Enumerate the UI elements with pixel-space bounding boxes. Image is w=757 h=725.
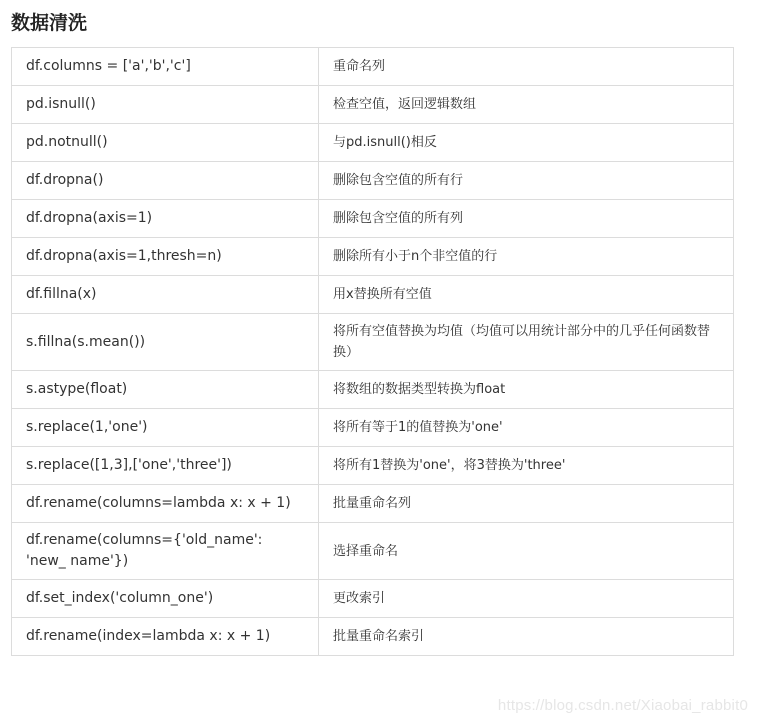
description-cell: 将所有等于1的值替换为'one' (319, 409, 734, 447)
code-cell: df.set_index('column_one') (12, 580, 319, 618)
code-cell: s.astype(float) (12, 371, 319, 409)
table-row (12, 409, 734, 447)
description-cell: 重命名列 (319, 48, 734, 86)
code-cell: df.dropna() (12, 162, 319, 200)
table-row (12, 371, 734, 409)
code-cell: df.rename(index=lambda x: x + 1) (12, 618, 319, 656)
table-row (12, 238, 734, 276)
watermark: https://blog.csdn.net/Xiaobai_rabbit0 (497, 697, 748, 714)
table-row (12, 162, 734, 200)
table-row (12, 314, 734, 371)
code-cell: df.dropna(axis=1,thresh=n) (12, 238, 319, 276)
description-cell: 将所有空值替换为均值（均值可以用统计部分中的几乎任何函数替换） (319, 314, 734, 371)
description-cell: 将所有1替换为'one'，将3替换为'three' (319, 447, 734, 485)
table-row (12, 447, 734, 485)
description-cell: 用x替换所有空值 (319, 276, 734, 314)
table-row (12, 200, 734, 238)
code-cell: df.columns = ['a','b','c'] (12, 48, 319, 86)
code-cell: df.rename(columns=lambda x: x + 1) (12, 485, 319, 523)
description-cell: 批量重命名索引 (319, 618, 734, 656)
description-cell: 删除包含空值的所有行 (319, 162, 734, 200)
description-cell: 选择重命名 (319, 523, 734, 580)
code-cell: pd.notnull() (12, 124, 319, 162)
code-cell: df.rename(columns={'old_name': 'new_ name'}) (12, 523, 319, 580)
data-cleaning-table (11, 47, 734, 656)
code-cell: s.fillna(s.mean()) (12, 314, 319, 371)
table-row (12, 124, 734, 162)
table-row (12, 580, 734, 618)
code-cell: s.replace([1,3],['one','three']) (12, 447, 319, 485)
table-row (12, 48, 734, 86)
description-cell: 检查空值，返回逻辑数组 (319, 86, 734, 124)
description-cell: 更改索引 (319, 580, 734, 618)
description-cell: 删除包含空值的所有列 (319, 200, 734, 238)
code-cell: pd.isnull() (12, 86, 319, 124)
table-row (12, 523, 734, 580)
description-cell: 批量重命名列 (319, 485, 734, 523)
description-cell: 删除所有小于n个非空值的行 (319, 238, 734, 276)
table-row (12, 485, 734, 523)
description-cell: 将数组的数据类型转换为float (319, 371, 734, 409)
table-row (12, 86, 734, 124)
table-row (12, 276, 734, 314)
table-row (12, 618, 734, 656)
section-heading: 数据清洗 (11, 12, 88, 34)
description-cell: 与pd.isnull()相反 (319, 124, 734, 162)
code-cell: df.dropna(axis=1) (12, 200, 319, 238)
code-cell: df.fillna(x) (12, 276, 319, 314)
code-cell: s.replace(1,'one') (12, 409, 319, 447)
